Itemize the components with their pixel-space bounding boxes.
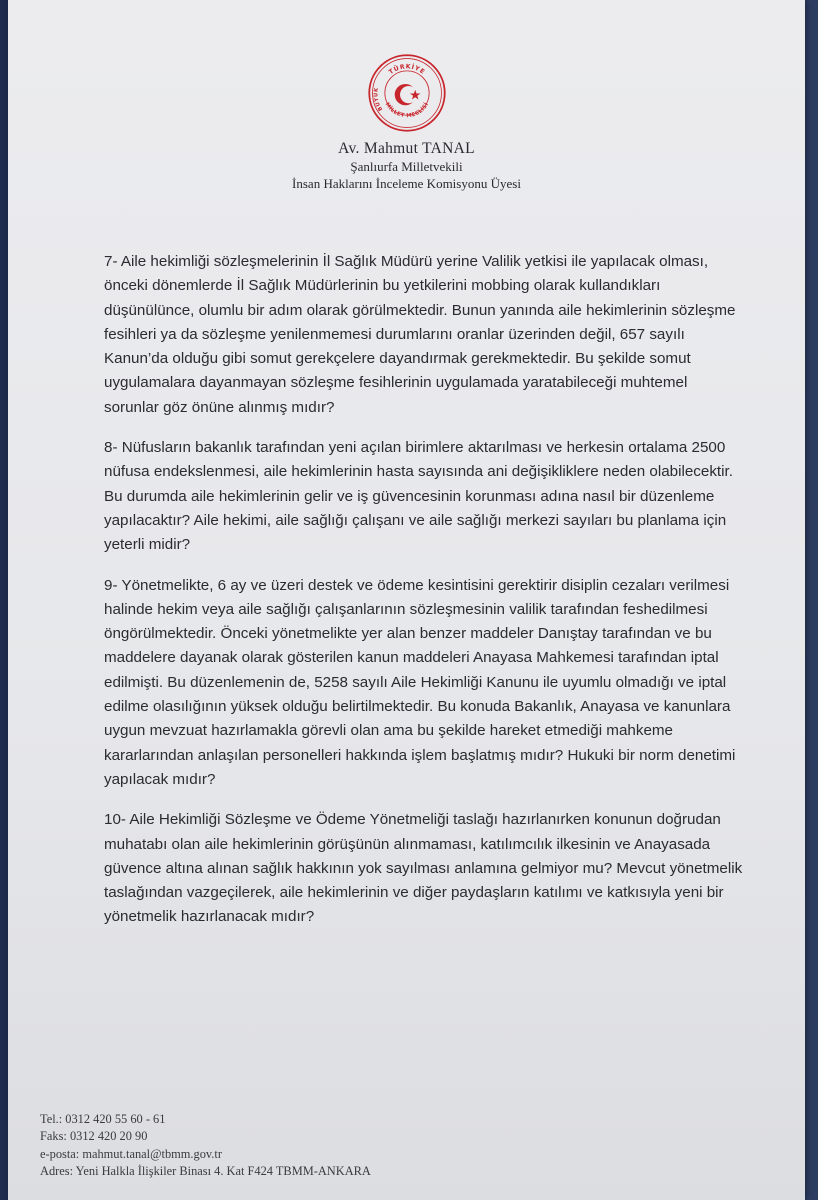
letterhead	[8, 52, 805, 192]
footer-fax: Faks: 0312 420 20 90	[40, 1129, 148, 1144]
seal-text-left: BÜYÜK	[372, 87, 384, 112]
contact-footer	[40, 1111, 371, 1181]
letter-body	[104, 250, 744, 946]
author-name: Av. Mahmut TANAL	[338, 140, 475, 157]
paragraph-7: 7- Aile hekimliği sözleşmelerinin İl Sağlık Müdürü yerine Valilik yetkisi ile yapılacak olması, önceki dönemlerde İl Sağlık Müdürlerinin bu yetkilerini mobbing olarak kullandıkları düşünülünce, olumlu bir adım olarak görülmektedir. Bunun yanında aile hekimlerinin sözleşme fesihleri ya da sözleşme yenilenmemesi durumlarını oranlar üzerinden değil, 657 sayılı Kanun’da olduğu gibi somut gerekçelere dayandırmak gerekmektedir. Bu şekilde somut uygulamalara dayanmayan sözleşme fesihlerinin uygulamada yaratabileceği muhtemel sorunlar göz önüne alınmış mıdır?	[104, 253, 736, 416]
footer-address: Adres: Yeni Halkla İlişkiler Binası 4. Kat F424 TBMM-ANKARA	[40, 1164, 371, 1179]
author-title-line2: İnsan Haklarını İnceleme Komisyonu Üyesi	[292, 176, 521, 191]
svg-text:TÜRKİYE	[387, 62, 425, 76]
svg-text:BÜYÜK	[372, 87, 384, 112]
footer-tel: Tel.: 0312 420 55 60 - 61	[40, 1112, 166, 1126]
paragraph-10: 10- Aile Hekimliği Sözleşme ve Ödeme Yönetmeliği taslağı hazırlanırken konunun doğrudan muhatabı olan aile hekimlerinin görüşünün alınmaması, katılımcılık ilkesinin ve Anayasada güvence altına alınan sağlık hakkının yok sayılması anlamına gelmiyor mu? Mevcut yönetmelik taslağından vazgeçilerek, aile hekimlerinin ve diğer paydaşların katılımı ve katkısıyla yeni bir yönetmelik hazırlanacak mıdır?	[104, 811, 743, 926]
letter-page	[8, 0, 805, 1200]
author-title-line1: Şanlıurfa Milletvekili	[350, 159, 463, 174]
seal-text-bottom: MİLLET MECLİSİ	[383, 101, 430, 120]
paragraph-8: 8- Nüfusların bakanlık tarafından yeni açılan birimlere aktarılması ve herkesin ortalama 2500 nüfusa endekslenmesi, aile hekimlerinin hasta sayısında ani değişikliklere neden olabilecektir. Bu durumda aile hekimlerinin gelir ve iş güvencesinin korunması adına nasıl bir düzenleme yapılacaktır? Aile hekimi, aile sağlığı çalışanı ve aile sağlığı merkezi sayıları bu planlama için yeterli midir?	[104, 439, 733, 554]
tbmm-seal-icon	[366, 52, 448, 134]
footer-email: e-posta: mahmut.tanal@tbmm.gov.tr	[40, 1146, 222, 1161]
paragraph-9: 9- Yönetmelikte, 6 ay ve üzeri destek ve ödeme kesintisini gerektirir disiplin cezaları verilmesi halinde hekim veya aile sağlığı çalışanlarının sözleşmesinin valilik tarafından feshedilmesi öngörülmektedir. Önceki yönetmelikte yer alan benzer maddeler Danıştay tarafından ve bu maddelere dayanak olarak gösterilen kanun maddeleri Anayasa Mahkemesi tarafından iptal edilmişti. Bu düzenlemenin de, 5258 sayılı Aile Hekimliği Kanunu ile uyumlu olmadığı ve iptal edilme olasılığının yüksek olduğu belirtilmektedir. Bu konuda Bakanlık, Anayasa ve kanunlara uygun mevzuat hazırlamakla görevli olan ama bu şekilde hareket etmediği mahkeme kararlarından anlaşılan personelleri hakkında işlem başlatmış mıdır? Hukuki bir norm denetimi yapılacak mıdır?	[104, 576, 736, 788]
seal-text-top: TÜRKİYE	[387, 63, 426, 77]
